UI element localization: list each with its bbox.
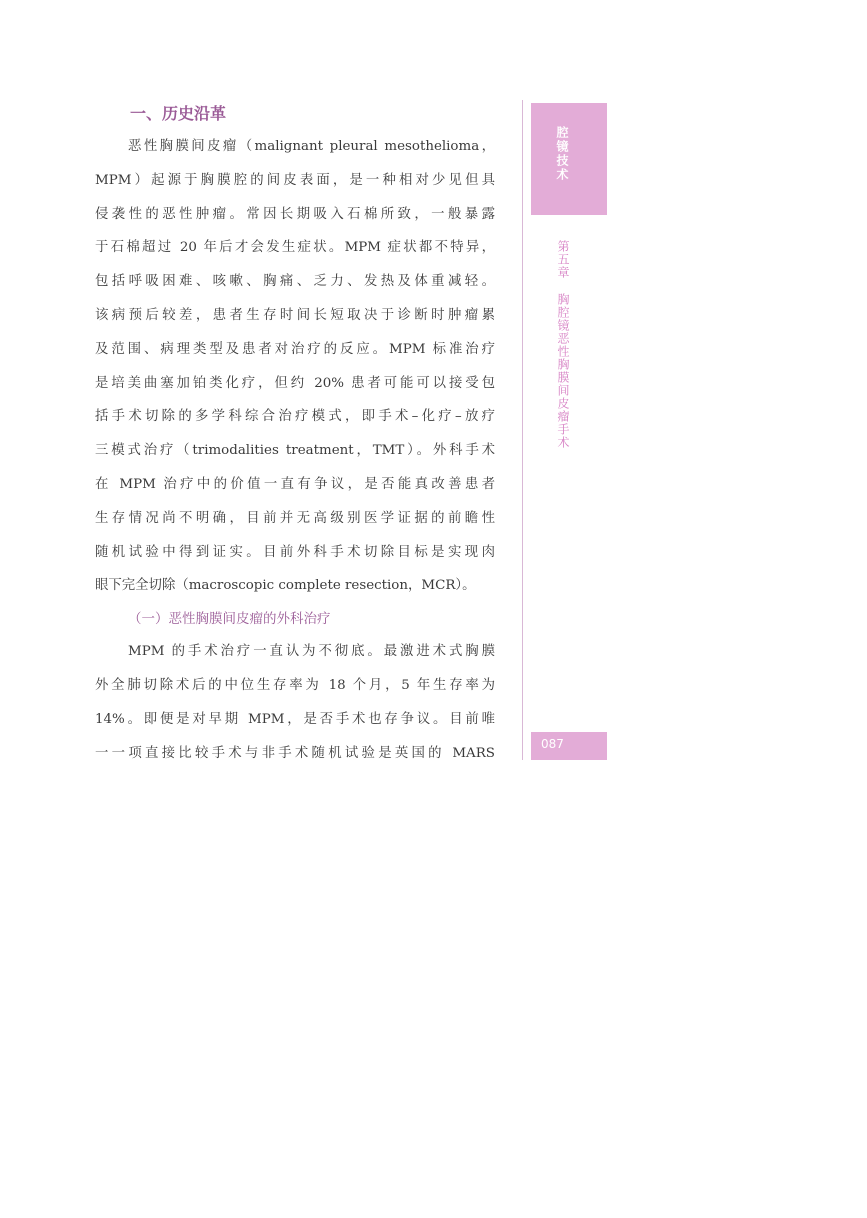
chapter-label — [555, 240, 571, 449]
text-line: 外全肺切除术后的中位生存率为 18 个月，5 年生存率为 — [95, 677, 495, 693]
book-tab-label: 腔镜技术 — [555, 126, 569, 182]
text-line: 于石棉超过 20 年后才会发生症状。MPM 症状都不特异， — [95, 240, 495, 256]
main-text-column — [95, 100, 495, 770]
section-title: 一、历史沿革 — [130, 104, 227, 123]
text-line: 该病预后较差，患者生存时间长短取决于诊断时肿瘤累 — [95, 307, 495, 323]
text-line: 一一项直接比较手术与非手术随机试验是英国的 MARS — [95, 745, 495, 761]
text-line: 生存情况尚不明确，目前并无高级别医学证据的前瞻性 — [95, 510, 495, 526]
chapter-title: 胸腔镜恶性胸膜间皮瘤手术 — [556, 293, 570, 449]
text-line: MPM 的手术治疗一直认为不彻底。最激进术式胸膜 — [128, 644, 495, 660]
text-line: 及范围、病理类型及患者对治疗的反应。MPM 标准治疗 — [95, 341, 495, 357]
text-line: MPM）起源于胸膜腔的间皮表面，是一种相对少见但具 — [95, 172, 495, 188]
text-line: 侵袭性的恶性肿瘤。常因长期吸入石棉所致，一般暴露 — [95, 206, 495, 222]
text-line: 包括呼吸困难、咳嗽、胸痛、乏力、发热及体重减轻。 — [95, 274, 495, 290]
paragraph-1 — [95, 130, 495, 603]
text-line: 恶性胸膜间皮瘤（malignant pleural mesothelioma， — [128, 139, 495, 154]
text-line: 眼下完全切除（macroscopic complete resection，MCR）。 — [95, 578, 476, 594]
text-line: 三模式治疗（trimodalities treatment，TMT）。外科手术 — [95, 443, 495, 459]
subsection-title: （一）恶性胸膜间皮瘤的外科治疗 — [128, 611, 331, 628]
text-line: 14%。即便是对早期 MPM，是否手术也存争议。目前唯 — [95, 711, 495, 727]
text-line: 括手术切除的多学科综合治疗模式，即手术–化疗–放疗 — [95, 409, 495, 425]
paragraph-2 — [95, 635, 495, 770]
vertical-divider — [522, 100, 523, 760]
chapter-number: 第五章 — [556, 240, 570, 279]
text-line: 是培美曲塞加铂类化疗，但约 20% 患者可能可以接受包 — [95, 375, 495, 391]
text-line: 在 MPM 治疗中的价值一直有争议，是否能真改善患者 — [95, 476, 495, 492]
page-number: 087 — [541, 737, 564, 751]
text-line: 随机试验中得到证实。目前外科手术切除目标是实现肉 — [95, 544, 495, 560]
